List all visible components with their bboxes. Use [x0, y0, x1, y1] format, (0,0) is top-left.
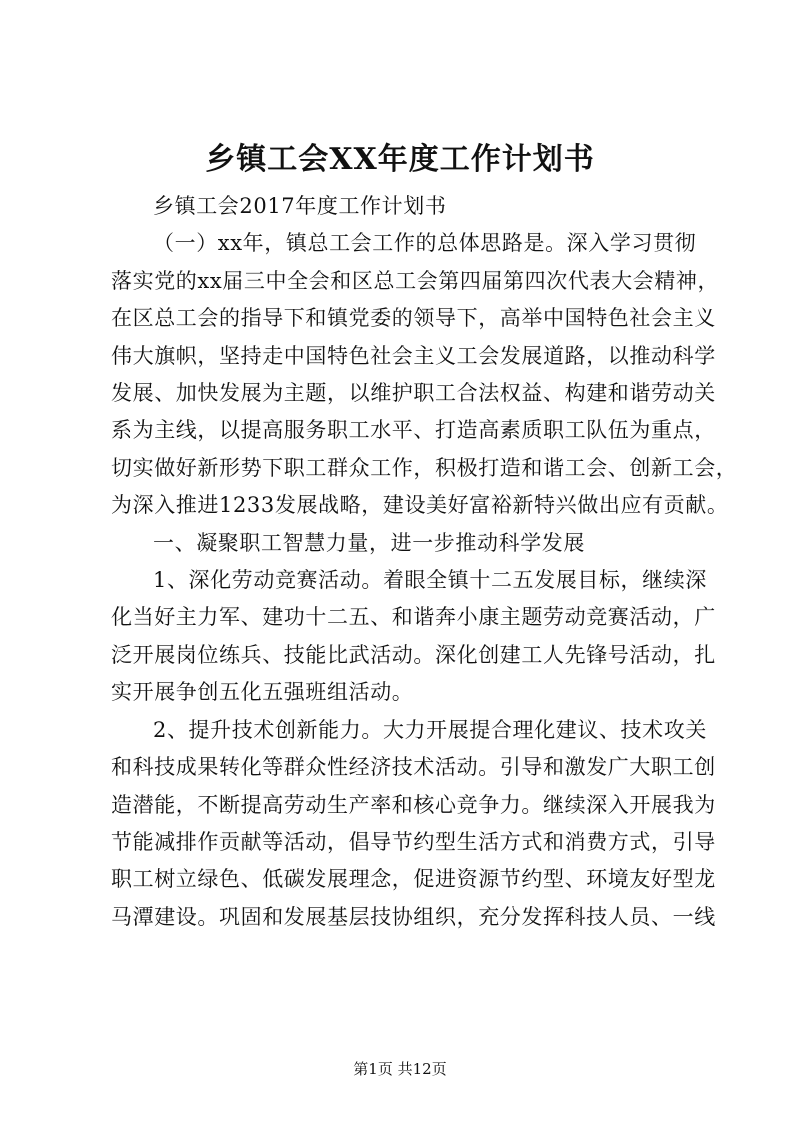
paragraph-first-line: 一、凝聚职工智慧力量，进一步推动科学发展 [153, 530, 585, 555]
paragraph-line: 为深入推进1233发展战略，建设美好富裕新特兴做出应有贡献。 [111, 493, 729, 518]
document-title: 乡镇工会XX年度工作计划书 [205, 142, 595, 177]
paragraph-line: 系为主线，以提高服务职工水平、打造高素质职工队伍为重点， [111, 418, 716, 443]
paragraph-line: 实开展争创五化五强班组活动。 [111, 680, 414, 705]
paragraph-line: 化当好主力军、建功十二五、和谐奔小康主题劳动竞赛活动，广 [111, 605, 716, 630]
paragraph-first-line: （一）xx年，镇总工会工作的总体思路是。深入学习贯彻 [153, 231, 697, 256]
paragraph-line: 职工树立绿色、低碳发展理念，促进资源节约型、环境友好型龙 [111, 867, 716, 892]
paragraph-line: 在区总工会的指导下和镇党委的领导下，高举中国特色社会主义 [111, 306, 716, 331]
paragraph-line: 造潜能，不断提高劳动生产率和核心竞争力。继续深入开展我为 [111, 792, 716, 817]
document-body [111, 188, 738, 936]
paragraph-first-line: 乡镇工会2017年度工作计划书 [153, 194, 447, 218]
paragraph-line: 落实党的xx届三中全会和区总工会第四届第四次代表大会精神， [111, 268, 720, 293]
paragraph-line: 马潭建设。巩固和发展基层技协组织，充分发挥科技人员、一线 [111, 904, 716, 929]
paragraph-line: 泛开展岗位练兵、技能比武活动。深化创建工人先锋号活动，扎 [111, 642, 716, 667]
paragraph-first-line: 1、深化劳动竞赛活动。着眼全镇十二五发展目标，继续深 [153, 568, 707, 593]
paragraph-line: 和科技成果转化等群众性经济技术活动。引导和激发广大职工创 [111, 755, 716, 780]
paragraph-line: 发展、加快发展为主题，以维护职工合法权益、构建和谐劳动关 [111, 381, 716, 406]
page-footer: 第1页 共12页 [353, 1060, 447, 1078]
paragraph-first-line: 2、提升技术创新能力。大力开展提合理化建议、技术攻关 [153, 717, 707, 742]
paragraph-line: 切实做好新形势下职工群众工作，积极打造和谐工会、创新工会， [111, 455, 738, 480]
paragraph-line: 伟大旗帜，坚持走中国特色社会主义工会发展道路，以推动科学 [111, 343, 716, 368]
paragraph-line: 节能减排作贡献等活动，倡导节约型生活方式和消费方式，引导 [111, 829, 716, 854]
